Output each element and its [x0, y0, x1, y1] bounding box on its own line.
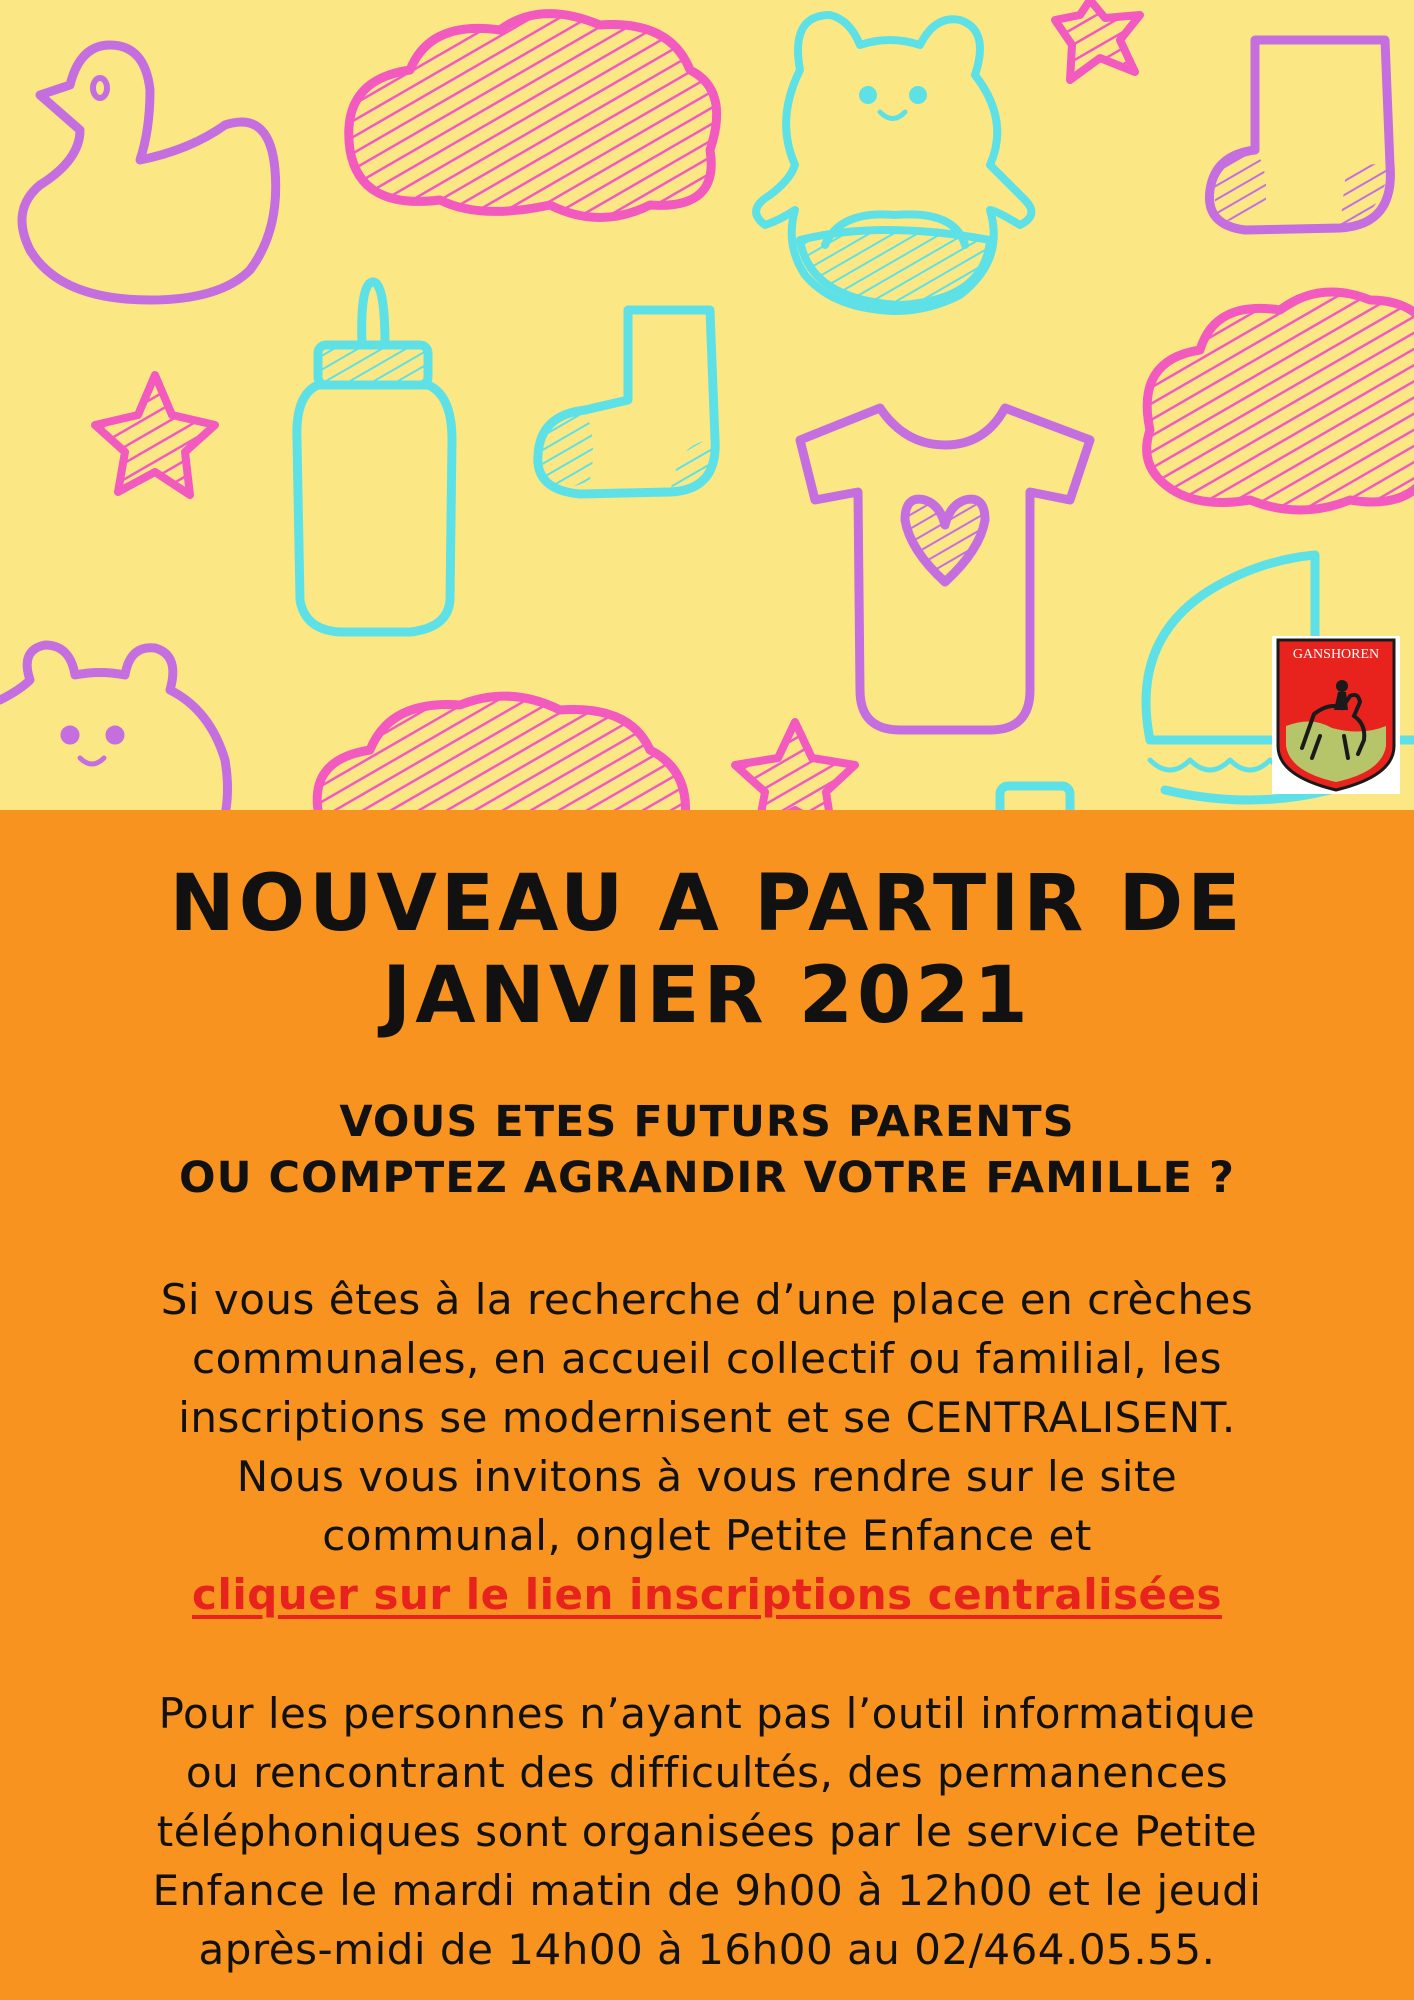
baby-pattern-banner [0, 0, 1414, 810]
duck-icon [22, 45, 276, 300]
baby-bottle-icon [1000, 786, 1070, 810]
paragraph-line: ou rencontrant des difficultés, des permanences [185, 1748, 1229, 1797]
subheading-line-2: OU COMPTEZ AGRANDIR VOTRE FAMILLE ? [179, 1153, 1235, 1203]
announcement-panel [0, 810, 1414, 2000]
baby-bottle-icon [297, 282, 452, 632]
centralized-registration-link[interactable]: cliquer sur le lien inscriptions centralisées [192, 1570, 1222, 1619]
subheading [57, 1094, 1357, 1206]
paragraph-line: Pour les personnes n’ayant pas l’outil informatique [158, 1689, 1256, 1738]
crest-label: GANSHOREN [1292, 647, 1380, 662]
cloud-icon [349, 14, 717, 218]
paragraph-line: Enfance le mardi matin de 9h00 à 12h00 et le jeudi [152, 1866, 1262, 1915]
bodysuit-icon [800, 408, 1090, 730]
crest-icon [1272, 636, 1400, 794]
bear-icon [756, 15, 1031, 311]
paragraph-line: téléphoniques sont organisées par le service Petite [156, 1807, 1258, 1856]
paragraph-line: après-midi de 14h00 à 16h00 au 02/464.05.55. [198, 1925, 1216, 1974]
sock-icon [538, 310, 715, 494]
cloud-icon [317, 696, 685, 810]
paragraph-line: communales, en accueil collectif ou familial, les [192, 1334, 1222, 1383]
registration-paragraph [37, 1270, 1377, 1624]
phone-support-paragraph [37, 1684, 1377, 1979]
headline-line-1: NOUVEAU A PARTIR DE [169, 859, 1245, 949]
paragraph-line: Nous vous invitons à vous rendre sur le site [236, 1452, 1178, 1501]
star-icon [735, 722, 855, 810]
paragraph-line: inscriptions se modernisent et se CENTRALISENT. [178, 1393, 1236, 1442]
page-title [57, 858, 1357, 1042]
cloud-icon [1147, 292, 1414, 510]
paragraph-line: communal, onglet Petite Enfance et [322, 1511, 1092, 1560]
star-icon [1055, 0, 1140, 80]
headline-line-2: JANVIER 2021 [382, 951, 1032, 1041]
sock-icon [1209, 40, 1390, 230]
subheading-line-1: VOUS ETES FUTURS PARENTS [339, 1097, 1075, 1147]
bear-icon [0, 645, 228, 810]
star-icon [95, 375, 215, 495]
paragraph-line: Si vous êtes à la recherche d’une place en crèches [160, 1275, 1254, 1324]
